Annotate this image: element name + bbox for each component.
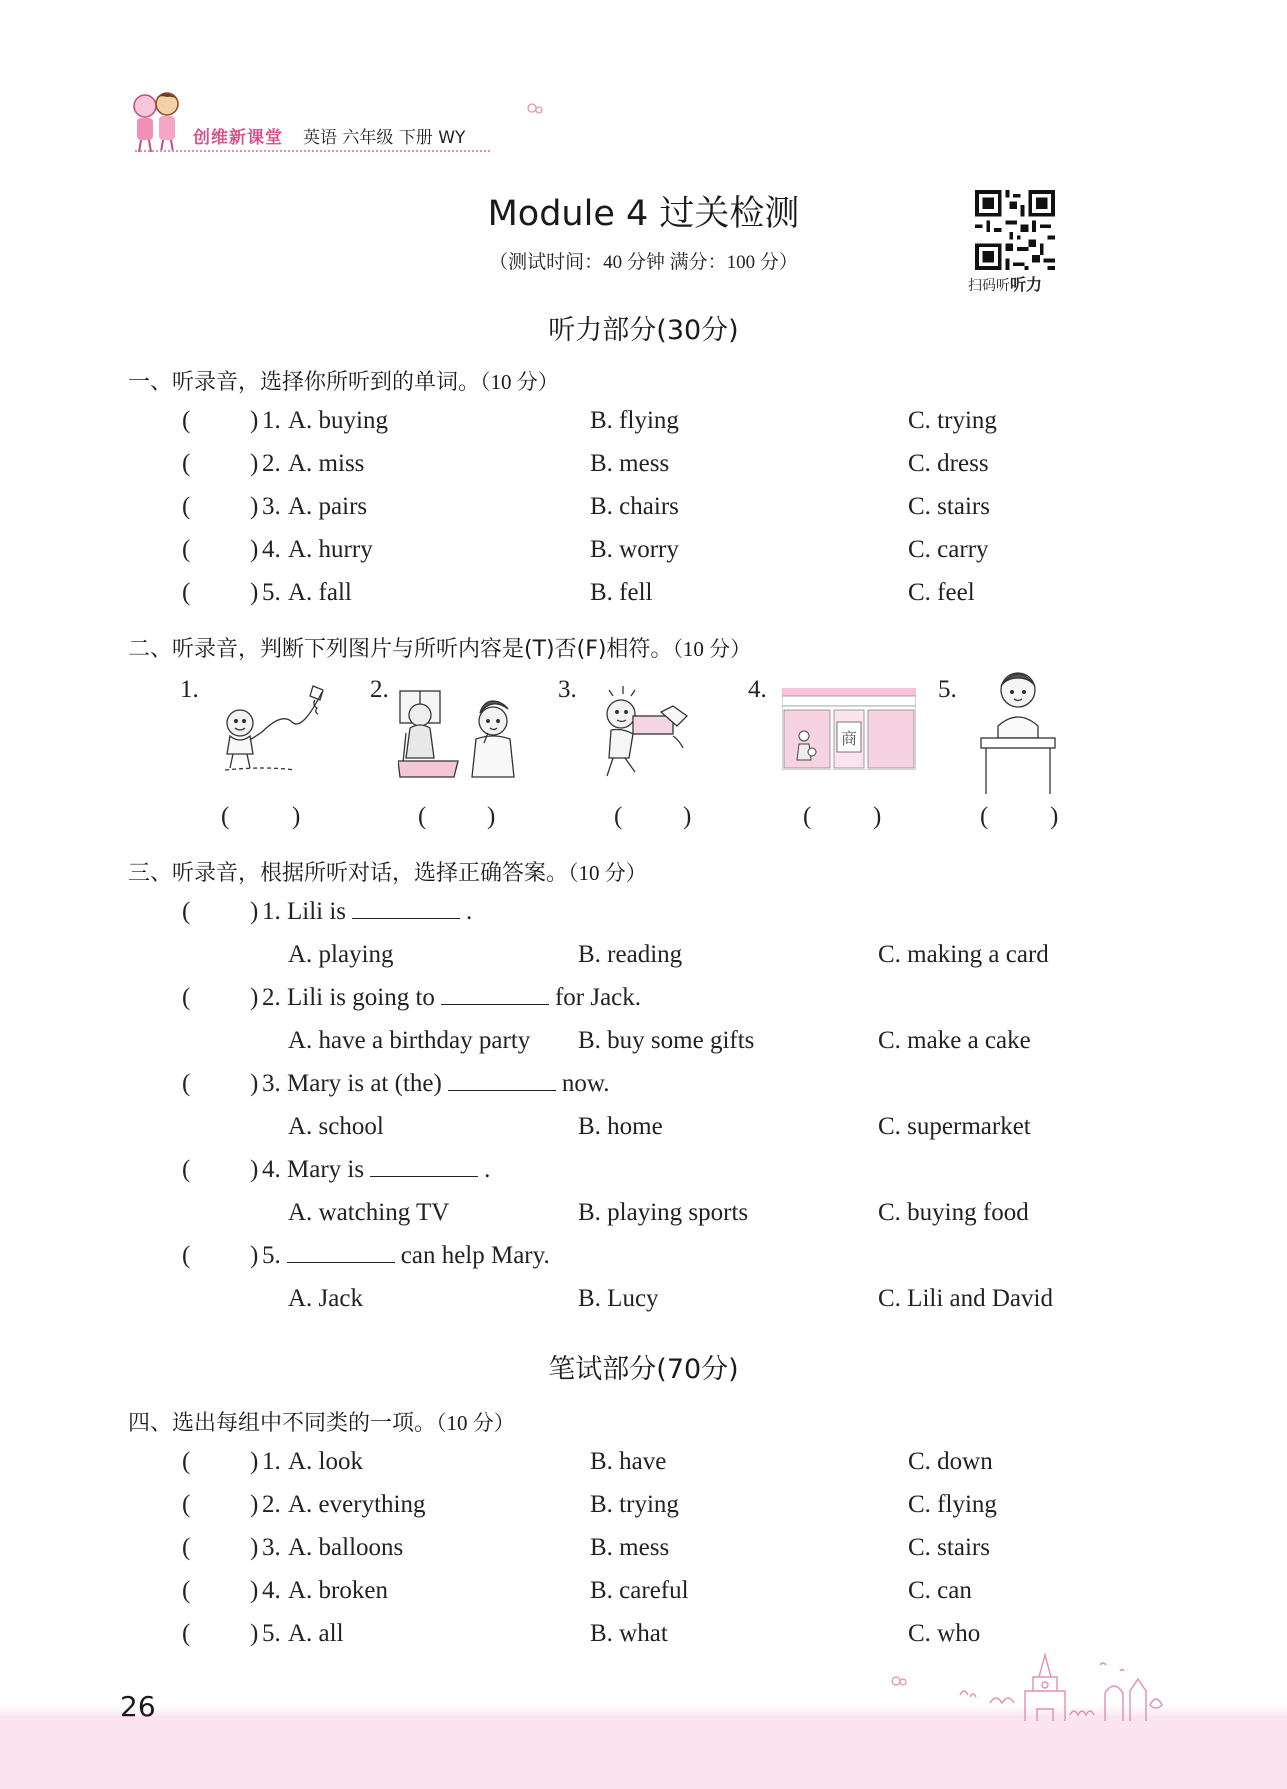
section4-paren-close[interactable]: ) xyxy=(250,1448,259,1475)
section3-option-c[interactable]: C. supermarket xyxy=(878,1113,1031,1140)
section1-paren-open: ( xyxy=(182,450,191,477)
section1-title xyxy=(128,365,559,396)
section4-paren-close[interactable]: ) xyxy=(250,1577,259,1604)
brand-name: 创维新课堂 xyxy=(193,128,283,148)
section3-question-tail: for Jack. xyxy=(554,984,642,1011)
answer-blank[interactable] xyxy=(352,917,460,919)
section3-option-a[interactable]: A. playing xyxy=(288,941,394,968)
section3-option-b[interactable]: B. Lucy xyxy=(578,1285,659,1312)
section1-option-a[interactable]: A. hurry xyxy=(288,536,373,563)
section4-points: （10 分） xyxy=(436,1411,515,1435)
section1-option-c[interactable]: C. carry xyxy=(908,536,989,563)
answer-blank[interactable] xyxy=(448,1089,556,1091)
section3-title-text: 三、听录音，根据所听对话，选择正确答案。 xyxy=(128,861,569,886)
section3-question-text: Mary is at (the) xyxy=(287,1070,442,1097)
section3-question-number: 4. xyxy=(262,1156,281,1183)
section1-option-b[interactable]: B. mess xyxy=(590,450,670,477)
qr-caption-text: 扫码听 xyxy=(968,278,1010,294)
section1-option-a[interactable]: A. pairs xyxy=(288,493,368,520)
section1-paren-close[interactable]: ) xyxy=(250,536,259,563)
section3-option-c[interactable]: C. buying food xyxy=(878,1199,1029,1226)
answer-paren-close-p1[interactable]: ) xyxy=(292,803,301,830)
section4-paren-close[interactable]: ) xyxy=(250,1491,259,1518)
section1-question-number: 1. xyxy=(262,407,281,434)
section1-option-a[interactable]: A. fall xyxy=(288,579,352,606)
section1-paren-open: ( xyxy=(182,579,191,606)
picture-label-4: 4. xyxy=(748,676,767,703)
answer-paren-open-p1: ( xyxy=(221,803,230,830)
answer-blank[interactable] xyxy=(441,1003,549,1005)
section2-points: （10 分） xyxy=(672,637,752,661)
section3-question-tail: now. xyxy=(561,1070,610,1097)
section1-paren-open: ( xyxy=(182,493,191,520)
section3-paren-close[interactable]: ) xyxy=(250,984,259,1011)
section3-question-tail: . xyxy=(484,1156,491,1183)
picture-child-carrying xyxy=(583,682,713,782)
picture-label-1: 1. xyxy=(180,676,199,703)
section1-paren-close[interactable]: ) xyxy=(250,493,259,520)
book-info: 英语 六年级 下册 WY xyxy=(303,128,466,148)
answer-blank[interactable] xyxy=(370,1175,478,1177)
section3-question-text: Lili is xyxy=(287,898,347,925)
section3-option-a[interactable]: A. school xyxy=(288,1113,384,1140)
section3-option-a[interactable]: A. Jack xyxy=(288,1285,363,1312)
section1-option-c[interactable]: C. stairs xyxy=(908,493,990,520)
section3-paren-close[interactable]: ) xyxy=(250,1242,259,1269)
section1-paren-close[interactable]: ) xyxy=(250,450,259,477)
answer-paren-close-p4[interactable]: ) xyxy=(873,803,882,830)
section3-option-c[interactable]: C. making a card xyxy=(878,941,1049,968)
section3-paren-open: ( xyxy=(182,1156,191,1183)
section4-paren-open: ( xyxy=(182,1491,191,1518)
section3-question-number: 2. xyxy=(262,984,281,1011)
section1-points: （10 分） xyxy=(480,370,559,394)
writing-part-heading: 笔试部分(70分) xyxy=(548,1354,739,1385)
section3-question-number: 3. xyxy=(262,1070,281,1097)
qr-caption-bold: 听力 xyxy=(1010,275,1043,294)
section4-option-b[interactable]: B. what xyxy=(590,1620,668,1647)
picture-kite-child xyxy=(205,678,335,778)
section4-option-a[interactable]: A. everything xyxy=(288,1491,426,1518)
section3-paren-open: ( xyxy=(182,1242,191,1269)
section1-question-number: 3. xyxy=(262,493,281,520)
section3-question xyxy=(262,1242,550,1270)
picture-boy-table xyxy=(978,668,1058,796)
answer-paren-close-p3[interactable]: ) xyxy=(683,803,692,830)
section3-question-tail: . xyxy=(466,898,473,925)
picture-label-2: 2. xyxy=(370,676,389,703)
picture-label-5: 5. xyxy=(938,676,957,703)
section4-paren-open: ( xyxy=(182,1534,191,1561)
picture-shop-front xyxy=(782,688,916,770)
section4-title xyxy=(128,1406,515,1437)
section3-question-number: 5. xyxy=(262,1242,281,1269)
answer-paren-open-p4: ( xyxy=(803,803,812,830)
section2-title-text: 二、听录音，判断下列图片与所听内容是(T)否(F)相符。 xyxy=(128,637,673,662)
section4-title-text: 四、选出每组中不同类的一项。 xyxy=(128,1411,437,1436)
section1-option-b[interactable]: B. fell xyxy=(590,579,653,606)
section3-option-a[interactable]: A. watching TV xyxy=(288,1199,450,1226)
listening-part-heading: 听力部分(30分) xyxy=(548,315,739,346)
section4-paren-close[interactable]: ) xyxy=(250,1534,259,1561)
flower-decoration-icon xyxy=(524,100,546,118)
section3-question-text: Lili is going to xyxy=(287,984,435,1011)
section4-paren-close[interactable]: ) xyxy=(250,1620,259,1647)
section3-paren-open: ( xyxy=(182,898,191,925)
section4-question-number: 5. xyxy=(262,1620,281,1647)
flower-footer-icon xyxy=(888,1672,912,1690)
section4-option-a[interactable]: A. balloons xyxy=(288,1534,404,1561)
section3-points: （10 分） xyxy=(568,861,647,885)
answer-paren-close-p2[interactable]: ) xyxy=(487,803,496,830)
page-title: Module 4 过关检测 xyxy=(487,194,800,234)
section4-option-a[interactable]: A. broken xyxy=(288,1577,388,1604)
section1-paren-open: ( xyxy=(182,536,191,563)
section1-title-text: 一、听录音，选择你所听到的单词。 xyxy=(128,370,481,395)
section4-option-a[interactable]: A. look xyxy=(288,1448,363,1475)
section3-question xyxy=(262,898,472,926)
section3-paren-close[interactable]: ) xyxy=(250,898,259,925)
section1-option-c[interactable]: C. feel xyxy=(908,579,975,606)
answer-blank[interactable] xyxy=(287,1261,395,1263)
section3-question xyxy=(262,1156,490,1184)
qr-caption xyxy=(968,272,1042,295)
section1-option-b[interactable]: B. worry xyxy=(590,536,679,563)
section3-option-c[interactable]: C. Lili and David xyxy=(878,1285,1053,1312)
section3-paren-open: ( xyxy=(182,984,191,1011)
section4-option-b[interactable]: B. mess xyxy=(590,1534,670,1561)
section3-paren-close[interactable]: ) xyxy=(250,1070,259,1097)
test-info: （测试时间：40 分钟 满分：100 分） xyxy=(489,252,798,273)
section4-option-b[interactable]: B. trying xyxy=(590,1491,679,1518)
section4-option-c[interactable]: C. down xyxy=(908,1448,993,1475)
section3-option-b[interactable]: B. reading xyxy=(578,941,683,968)
section3-question xyxy=(262,1070,610,1098)
section1-option-a[interactable]: A. miss xyxy=(288,450,365,477)
section3-option-b[interactable]: B. buy some gifts xyxy=(578,1027,755,1054)
castle-decoration-icon xyxy=(940,1645,1170,1723)
section3-question-text: Mary is xyxy=(287,1156,365,1183)
section3-question-number: 1. xyxy=(262,898,281,925)
picture-label-3: 3. xyxy=(558,676,577,703)
footer-band xyxy=(0,1716,1287,1789)
section1-question-number: 4. xyxy=(262,536,281,563)
picture-grandpa-boy xyxy=(398,683,528,783)
section3-option-b[interactable]: B. playing sports xyxy=(578,1199,749,1226)
section3-option-b[interactable]: B. home xyxy=(578,1113,663,1140)
section3-paren-close[interactable]: ) xyxy=(250,1156,259,1183)
section1-option-b[interactable]: B. flying xyxy=(590,407,679,434)
section1-option-b[interactable]: B. chairs xyxy=(590,493,679,520)
section4-option-b[interactable]: B. have xyxy=(590,1448,667,1475)
section3-paren-open: ( xyxy=(182,1070,191,1097)
section4-question-number: 4. xyxy=(262,1577,281,1604)
section3-question xyxy=(262,984,641,1012)
answer-paren-open-p2: ( xyxy=(418,803,427,830)
section3-option-c[interactable]: C. make a cake xyxy=(878,1027,1031,1054)
section4-paren-open: ( xyxy=(182,1448,191,1475)
shop-sign-text: 商 xyxy=(840,729,858,748)
section4-option-a[interactable]: A. all xyxy=(288,1620,344,1647)
answer-paren-open-p3: ( xyxy=(614,803,623,830)
section4-option-c[interactable]: C. who xyxy=(908,1620,981,1647)
answer-paren-close-p5[interactable]: ) xyxy=(1050,803,1059,830)
section1-option-a[interactable]: A. buying xyxy=(288,407,388,434)
qr-code-icon[interactable] xyxy=(975,190,1055,270)
section4-question-number: 2. xyxy=(262,1491,281,1518)
section3-question-tail: can help Mary. xyxy=(400,1242,550,1269)
answer-paren-open-p5: ( xyxy=(980,803,989,830)
section4-option-c[interactable]: C. can xyxy=(908,1577,972,1604)
header-divider xyxy=(135,150,490,152)
section4-paren-open: ( xyxy=(182,1620,191,1647)
section1-option-c[interactable]: C. trying xyxy=(908,407,997,434)
section1-paren-close[interactable]: ) xyxy=(250,407,259,434)
section4-option-c[interactable]: C. flying xyxy=(908,1491,997,1518)
mascot-kids-illustration xyxy=(125,88,195,156)
section4-paren-open: ( xyxy=(182,1577,191,1604)
section1-question-number: 2. xyxy=(262,450,281,477)
section1-paren-open: ( xyxy=(182,407,191,434)
section1-question-number: 5. xyxy=(262,579,281,606)
section1-option-c[interactable]: C. dress xyxy=(908,450,989,477)
section1-paren-close[interactable]: ) xyxy=(250,579,259,606)
section4-option-c[interactable]: C. stairs xyxy=(908,1534,990,1561)
section4-question-number: 1. xyxy=(262,1448,281,1475)
section4-question-number: 3. xyxy=(262,1534,281,1561)
section3-title xyxy=(128,856,647,887)
section4-option-b[interactable]: B. careful xyxy=(590,1577,689,1604)
page-number: 26 xyxy=(120,1690,156,1723)
section2-title xyxy=(128,632,751,663)
section3-option-a[interactable]: A. have a birthday party xyxy=(288,1027,531,1054)
